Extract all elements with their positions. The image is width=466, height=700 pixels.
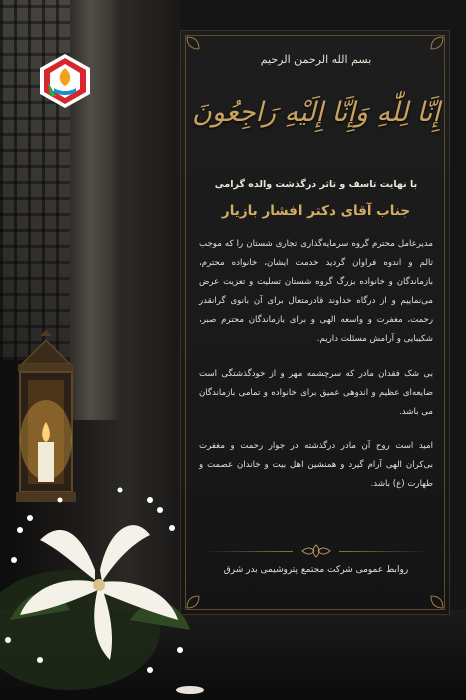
floral-ornament-icon: [299, 543, 333, 559]
headline-calligraphy: إِنَّا لِلّٰهِ وَإِنَّا إِلَیْهِ رَاجِعُونَ: [192, 97, 440, 128]
divider-line: [203, 551, 293, 552]
white-lily-bouquet: [0, 470, 210, 700]
corner-flourish-icon: [419, 584, 445, 610]
divider-line: [339, 551, 429, 552]
signature: روابط عمومی شرکت مجتمع پتروشیمی بدر شرق: [223, 565, 409, 575]
message-paragraph: مدیرعامل محترم گروه سرمایه‌گذاری تجاری شستان را که موجب تالم و اندوه فراوان گردید خدمت ایشان، خانواده محترم، بازماندگان و خانواده بزرگ گروه شستان تسلیت و تعزیت عرض می‌نماییم و از درگاه خداوند قادرمتعال برای آن بانوی گرانقدر رحمت، مغفرت و واسعه الهی و برای بازماندگان محترم صبر، شکیبایی و آرامش مسئلت داریم.: [199, 239, 433, 344]
message-paragraph: بی شک فقدان مادر که سرچشمه مهر و از خودگذشتگی است ضایعه‌ای عظیم و اندوهی عمیق برای خانواده و تمامی بازماندگان می باشد.: [199, 369, 433, 417]
message-paragraph: امید است روح آن مادر درگذشته در جوار رحمت و مغفرت بی‌کران الهی آرام گیرد و همنشین اهل بیت و خاندان عصمت و طهارت (ع) باشد.: [199, 441, 433, 489]
basmala: بسم الله الرحمن الرحیم: [260, 53, 372, 66]
company-logo-icon: [36, 52, 94, 110]
recipient-name: جناب آقای دکتر افشار بازیار: [221, 203, 411, 219]
condolence-card: [180, 30, 450, 615]
corner-flourish-icon: [185, 584, 211, 610]
condolence-subtitle: با نهایت تاسف و تاثر درگذشت والده گرامی: [214, 179, 418, 190]
